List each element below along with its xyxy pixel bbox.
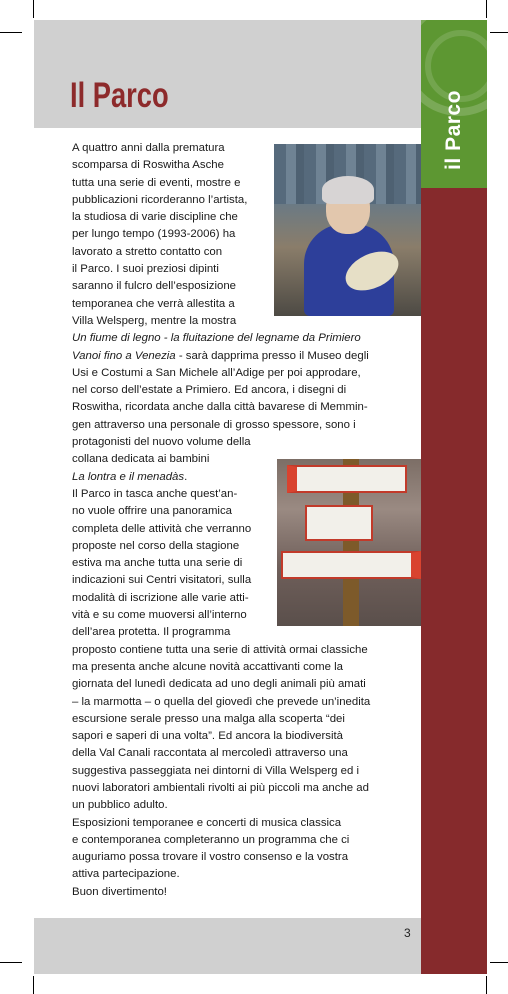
text-run: temporanea che verrà allestita a xyxy=(72,297,235,310)
text-run: suggestiva passeggiata nei dintorni di Villa Welsperg ed i xyxy=(72,764,360,777)
text-line xyxy=(72,676,418,693)
text-run: dell’area protetta. Il programma xyxy=(72,626,231,639)
text-run: e contemporanea completeranno un programma che ci xyxy=(72,833,350,846)
text-run: auguriamo possa trovare il vostro consenso e la vostra xyxy=(72,851,349,864)
text-line xyxy=(72,694,418,711)
text-run: collana dedicata ai bambini xyxy=(72,453,210,466)
text-run: proposto contiene tutta una serie di attività ormai classiche xyxy=(72,643,368,656)
text-run: . xyxy=(184,470,188,483)
text-run: lavorato a stretto contatto con xyxy=(72,245,223,258)
text-run: la studiosa di varie discipline che xyxy=(72,211,238,224)
text-line xyxy=(72,521,418,538)
text-run: Villa Welsperg, mentre la mostra xyxy=(72,314,237,327)
text-line xyxy=(72,192,418,209)
text-line xyxy=(72,140,418,157)
crop-mark xyxy=(490,32,508,33)
text-line xyxy=(72,313,418,330)
text-line xyxy=(72,382,418,399)
italic-title: La lontra e il menadàs xyxy=(72,470,185,483)
text-run: gen attraverso una personale di grosso spessore, sono i xyxy=(72,418,356,431)
text-run: Roswitha, ricordata anche dalla città bavarese di Memmin- xyxy=(72,401,368,414)
crop-mark xyxy=(33,976,34,994)
text-line xyxy=(72,832,418,849)
text-line xyxy=(72,849,418,866)
text-line xyxy=(72,797,418,814)
text-run: sapori e saperi di una volta”. Ed ancora la biodiversità xyxy=(72,730,343,743)
text-run: Esposizioni temporanee e concerti di musica classica xyxy=(72,816,342,829)
text-line xyxy=(72,659,418,676)
italic-title: Vanoi fino a Venezia xyxy=(72,349,176,362)
text-line xyxy=(72,278,418,295)
crop-mark xyxy=(486,976,487,994)
text-line xyxy=(72,244,418,261)
text-line xyxy=(72,866,418,883)
text-line xyxy=(72,884,418,901)
text-run: ma presenta anche alcune novità accattivanti come la xyxy=(72,660,344,673)
text-line xyxy=(72,417,418,434)
text-run: no vuole offrire una panoramica xyxy=(72,505,232,518)
page-number: 3 xyxy=(404,926,411,940)
text-run: della Val Canali raccontata al mercoledì attraverso una xyxy=(72,747,348,760)
text-line xyxy=(72,572,418,589)
text-line xyxy=(72,399,418,416)
text-line xyxy=(72,296,418,313)
text-run: estiva ma anche tutta una serie di xyxy=(72,557,243,570)
text-line xyxy=(72,209,418,226)
text-line xyxy=(72,434,418,451)
text-line xyxy=(72,780,418,797)
text-line xyxy=(72,365,418,382)
text-line xyxy=(72,642,418,659)
text-line xyxy=(72,728,418,745)
text-line xyxy=(72,348,418,365)
text-line xyxy=(72,330,418,347)
italic-title: Un fiume di legno - la fluitazione del legname da Primiero xyxy=(72,332,361,345)
text-line xyxy=(72,815,418,832)
text-line xyxy=(72,538,418,555)
text-run: A quattro anni dalla prematura xyxy=(72,142,225,154)
text-line xyxy=(72,226,418,243)
text-line xyxy=(72,486,418,503)
text-run: un pubblico adulto. xyxy=(72,799,168,812)
text-run: indicazioni sui Centri visitatori, sulla xyxy=(72,574,252,587)
text-line xyxy=(72,175,418,192)
page-title: Il Parco xyxy=(70,76,169,115)
text-run: pubblicazioni ricorderanno l’artista, xyxy=(72,193,248,206)
text-run: giornata del lunedì dedicata ad uno degli animali più amati xyxy=(72,678,366,691)
text-run: escursione serale presso una malga alla scoperta “dei xyxy=(72,712,345,725)
text-line xyxy=(72,763,418,780)
text-run: Usi e Costumi a San Michele all’Adige per poi approdare, xyxy=(72,366,361,379)
text-line xyxy=(72,469,418,486)
text-run: Buon divertimento! xyxy=(72,885,167,898)
text-run: modalità di iscrizione alle varie atti- xyxy=(72,591,249,604)
text-run: protagonisti del nuovo volume della xyxy=(72,436,251,449)
text-line xyxy=(72,607,418,624)
text-run: completa delle attività che verranno xyxy=(72,522,252,535)
text-run: per lungo tempo (1993-2006) ha xyxy=(72,228,236,241)
text-line xyxy=(72,624,418,641)
text-run: nuovi laboratori ambientali rivolti ai più piccoli ma anche ad xyxy=(72,781,369,794)
text-run: Il Parco in tasca anche quest’an- xyxy=(72,487,238,500)
text-run: attiva partecipazione. xyxy=(72,868,180,881)
crop-mark xyxy=(490,962,508,963)
text-line xyxy=(72,590,418,607)
text-line xyxy=(72,451,418,468)
footer-band xyxy=(34,918,421,974)
text-line xyxy=(72,711,418,728)
text-run: saranno il fulcro dell’esposizione xyxy=(72,280,236,293)
text-run: scomparsa di Roswitha Asche xyxy=(72,159,224,172)
text-line xyxy=(72,261,418,278)
text-line xyxy=(72,157,418,174)
side-tab-label: il Parco xyxy=(442,90,465,170)
text-run: - sarà dapprima presso il Museo degli xyxy=(175,349,369,362)
crop-mark xyxy=(33,0,34,18)
crop-mark xyxy=(0,32,22,33)
text-run: vità e su come muoversi all’interno xyxy=(72,609,247,622)
crop-mark xyxy=(486,0,487,18)
text-line xyxy=(72,555,418,572)
crop-mark xyxy=(0,962,22,963)
text-run: proposte nel corso della stagione xyxy=(72,539,240,552)
text-line xyxy=(72,503,418,520)
text-run: tutta una serie di eventi, mostre e xyxy=(72,176,241,189)
text-run: nel corso dell’estate a Primiero. Ed ancora, i disegni di xyxy=(72,384,347,397)
text-run: il Parco. I suoi preziosi dipinti xyxy=(72,263,219,276)
article-body xyxy=(72,140,418,901)
text-line xyxy=(72,745,418,762)
text-run: – la marmotta – o quella del giovedì che prevede un’inedita xyxy=(72,695,371,708)
